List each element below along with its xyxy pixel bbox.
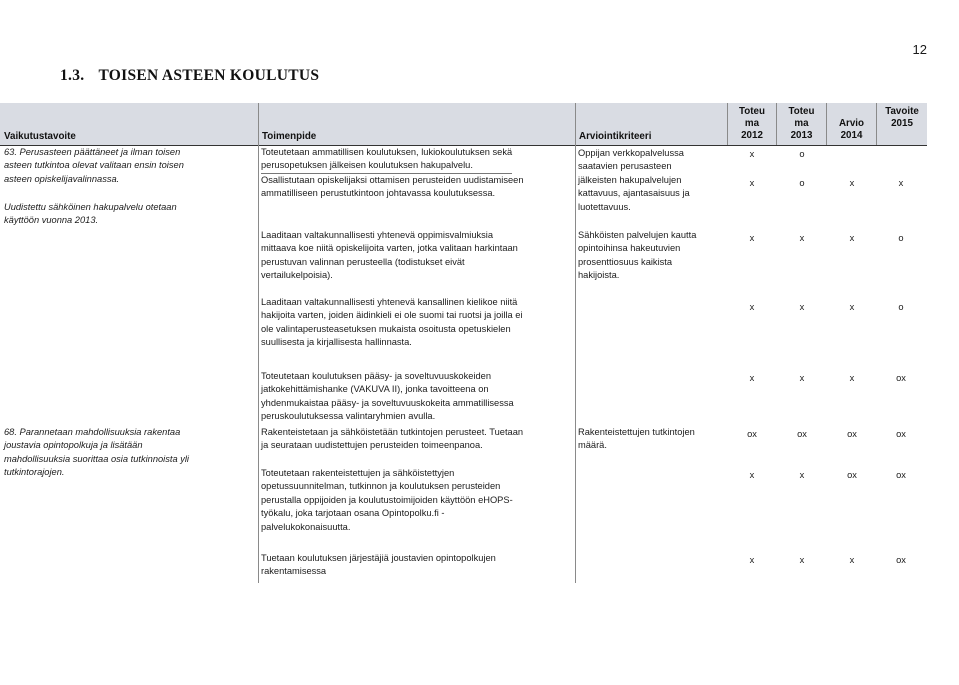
mark-r2-2013: o <box>799 178 805 188</box>
mark-r2-2014: x <box>849 178 855 188</box>
column-divider <box>575 103 576 583</box>
section-title <box>60 67 319 85</box>
measure-4 <box>261 296 522 350</box>
text-line: perustuvan valinnan perusteella (todistukset eivät <box>261 256 465 267</box>
text-line: kattavuus, ajantasaisuus ja <box>578 188 690 199</box>
text-line: Osallistutaan opiskelijaksi ottamisen perusteiden uudistamiseen <box>261 175 524 185</box>
mark-r8-2014: x <box>849 555 855 565</box>
mark-r6-2015: ox <box>896 429 906 439</box>
text-line: perusopetuksen jälkeisen koulutuksen hakupalvelu. <box>261 159 512 173</box>
text-line: suullisesta ja kirjallisesta hallinnasta. <box>261 337 412 348</box>
measure-5 <box>261 370 514 424</box>
text-line: Laaditaan valtakunnallisesti yhtenevä oppimisvalmiuksia <box>261 230 494 240</box>
mark-r6-2013: ox <box>797 429 807 439</box>
header-text: Tavoite <box>885 106 919 117</box>
mark-r4-2012: x <box>749 302 755 312</box>
mark-r7-2012: x <box>749 470 755 480</box>
column-divider <box>826 103 827 145</box>
header-text: Toteu <box>788 106 815 117</box>
text-line: jatkokehittämishanke (VAKUVA II), jonka tavoitteena on <box>261 384 489 395</box>
text-line: tutkintorajojen. <box>4 467 65 478</box>
mark-r1-2013: o <box>799 149 805 159</box>
text-line: Sähköisten palvelujen kautta <box>578 230 697 240</box>
mark-r5-2012: x <box>749 373 755 383</box>
header-text: 2012 <box>741 130 763 141</box>
text-line: vertailukelpoisia). <box>261 270 333 281</box>
header-arvio-2014 <box>828 118 875 142</box>
mark-r4-2014: x <box>849 302 855 312</box>
text-line: ja seurataan uudistettujen perusteiden toimeenpanoa. <box>261 440 483 451</box>
mark-r6-2014: ox <box>847 429 857 439</box>
goal-63-note <box>4 201 177 228</box>
header-text: 2014 <box>840 130 863 141</box>
text-line: Laaditaan valtakunnallisesti yhtenevä kansallinen kielikoe niitä <box>261 297 518 307</box>
measure-3 <box>261 229 518 283</box>
goal-68 <box>4 426 189 480</box>
column-divider <box>776 103 777 145</box>
text-line: Uudistettu sähköinen hakupalvelu otetaan <box>4 202 177 212</box>
text-line: Rakenteistettujen tutkintojen <box>578 427 695 437</box>
text-line: peruskoulutuksessa valintaryhmien avulla. <box>261 411 436 422</box>
header-text: Toteu <box>739 106 765 117</box>
header-tavoite-2015 <box>878 106 926 130</box>
text-line: Oppijan verkkopalvelussa <box>578 148 684 158</box>
mark-r2-2012: x <box>749 178 755 188</box>
section-number: 1.3. <box>60 67 85 84</box>
goal-63 <box>4 146 184 186</box>
text-line: joustavia opintopolkuja ja lisätään <box>4 440 143 451</box>
text-line: prosenttiosuus kaikista <box>578 256 673 267</box>
text-line: 68. Parannetaan mahdollisuuksia rakentaa <box>4 427 181 437</box>
header-text: Arvio <box>838 118 865 129</box>
header-text: ma <box>794 118 809 129</box>
mark-r3-2012: x <box>749 233 755 243</box>
text-line: 63. Perusasteen päättäneet ja ilman toisen <box>4 147 181 157</box>
header-goal: Vaikutustavoite <box>4 131 76 142</box>
mark-r2-2015: x <box>898 178 904 188</box>
mark-r3-2015: o <box>898 233 904 243</box>
text-line: ammatilliseen perustutkintoon johtavassa koulutuksessa. <box>261 188 496 199</box>
column-divider <box>258 103 259 583</box>
text-line: rakentamisessa <box>261 566 327 577</box>
text-line: Tuetaan koulutuksen järjestäjiä joustavien opintopolkujen <box>261 553 496 563</box>
text-line: määrä. <box>578 440 607 451</box>
text-line: Toteutetaan rakenteistettujen ja sähköistettyjen <box>261 468 455 478</box>
header-text: 2015 <box>891 118 913 129</box>
text-line: saatavien perusasteen <box>578 161 672 172</box>
header-toteuma-2013 <box>778 106 825 142</box>
text-line: työkalu, joka tarjotaan osana Opintopolku.fi - <box>261 508 445 519</box>
measure-7 <box>261 467 513 534</box>
criterion-2 <box>578 229 696 283</box>
mark-r3-2013: x <box>799 233 805 243</box>
text-line: hakijoista. <box>578 270 620 281</box>
measure-8 <box>261 552 496 579</box>
mark-r7-2014: ox <box>847 470 857 480</box>
text-line: luotettavuus. <box>578 201 631 212</box>
section-title-text: TOISEN ASTEEN KOULUTUS <box>98 67 320 84</box>
column-divider <box>876 103 877 145</box>
mark-r5-2015: ox <box>896 373 906 383</box>
mark-r6-2012: ox <box>747 429 757 439</box>
criterion-3 <box>578 426 695 453</box>
mark-r8-2013: x <box>799 555 805 565</box>
text-line: mittaava koe niitä opiskelijoita varten, jotka valitaan harkintaan <box>261 243 518 254</box>
text-line: ole valintaperusteasetuksen mukaista osoitusta opetuskielen <box>261 323 511 334</box>
text-line: opintoihinsa hakeutuvien <box>578 243 681 254</box>
text-line: mahdollisuuksia suorittaa osia tutkinnoista yli <box>4 453 189 464</box>
mark-r4-2013: x <box>799 302 805 312</box>
text-line: jälkeisten hakupalvelujen <box>578 174 682 185</box>
measure-2 <box>261 174 524 201</box>
text-line: opetussuunnitelman, tutkinnon ja koulutuksen perusteiden <box>261 481 501 492</box>
measure-1 <box>261 146 512 174</box>
text-line: Rakenteistetaan ja sähköistetään tutkintojen perusteet. Tuetaan <box>261 427 524 437</box>
text-line: hakijoita varten, joiden äidinkieli ei ole suomi tai ruotsi ja joilla ei <box>261 310 523 321</box>
text-line: Toteutetaan ammatillisen koulutuksen, lukiokoulutuksen sekä <box>261 147 513 157</box>
page-number: 12 <box>912 42 927 57</box>
mark-r7-2015: ox <box>896 470 906 480</box>
criterion-1 <box>578 147 690 214</box>
mark-r5-2013: x <box>799 373 805 383</box>
header-text: 2013 <box>790 130 813 141</box>
mark-r4-2015: o <box>898 302 904 312</box>
measure-6 <box>261 426 523 453</box>
header-toteuma-2012 <box>729 106 775 142</box>
mark-r7-2013: x <box>799 470 805 480</box>
text-line: perustalla oppijoiden ja koulutustoimijoiden käyttöön eHOPS- <box>261 494 513 505</box>
header-text: ma <box>744 118 760 129</box>
mark-r5-2014: x <box>849 373 855 383</box>
text-line: asteen tutkintoa olevat valitaan ensin toisen <box>4 160 184 171</box>
header-criterion: Arviointikriteeri <box>579 131 652 142</box>
mark-r1-2012: x <box>749 149 755 159</box>
mark-r3-2014: x <box>849 233 855 243</box>
mark-r8-2012: x <box>749 555 755 565</box>
column-divider <box>727 103 728 145</box>
text-line: Toteutetaan koulutuksen pääsy- ja soveltuvuuskokeiden <box>261 371 491 381</box>
mark-r8-2015: ox <box>896 555 906 565</box>
text-line: palvelukokonaisuutta. <box>261 521 351 532</box>
text-line: yhdenmukaistaa pääsy- ja soveltuvuuskokeita ammatillisessa <box>261 397 514 408</box>
text-line: käyttöön vuonna 2013. <box>4 215 99 226</box>
text-line: asteen opiskelijavalinnassa. <box>4 173 120 184</box>
header-measure: Toimenpide <box>262 131 317 142</box>
